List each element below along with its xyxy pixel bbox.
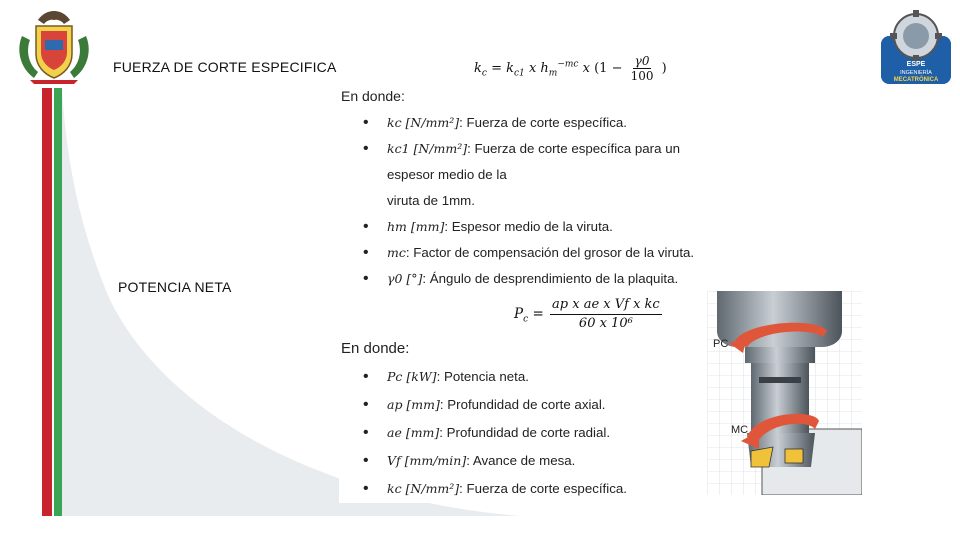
svg-text:INGENIERÍA: INGENIERÍA [900, 70, 932, 76]
pc-label: PC [713, 338, 729, 350]
pc-definitions-list [339, 363, 701, 503]
mc-label: MC [731, 424, 749, 436]
kc-formula: $k_c = k_{c1}$ x $h_m^{-mc}$ x (1 − $\frac{\gamma 0}{100}$ ) [474, 54, 667, 83]
list-item: • Pc [kW]: Potencia neta. [339, 363, 701, 391]
list-item: • kc [N/mm²]: Fuerza de corte específica. [339, 110, 711, 136]
kc-definitions [339, 88, 711, 292]
green-stripe [54, 88, 62, 516]
list-item: • mc: Factor de compensación del grosor de la viruta. [339, 240, 711, 266]
white-stripe [52, 88, 54, 516]
pc-definitions-heading: En donde: [341, 340, 410, 357]
red-stripe [42, 88, 52, 516]
list-item: • hm [mm]: Espesor medio de la viruta. [339, 214, 711, 240]
gamma-fraction: $\frac{\gamma 0}{100}$ [630, 54, 654, 83]
list-item: • γ0 [°]: Ángulo de desprendimiento de la plaquita. [339, 266, 711, 292]
kc-definitions-list [339, 110, 711, 292]
coat-of-arms-logo [8, 6, 100, 86]
kc-definitions-heading: En donde: [341, 88, 405, 104]
gear-icon [878, 6, 954, 86]
pc-definitions [339, 340, 701, 503]
list-item: • ae [mm]: Profundidad de corte radial. [339, 419, 701, 447]
milling-cutter-figure [707, 291, 862, 495]
list-item: • kc [N/mm²]: Fuerza de corte específica. [339, 475, 701, 503]
pc-fraction: $\frac{\text{ap x ae x Vf x kc}}{\text{60 x 10⁶}}$ [552, 297, 660, 331]
svg-text:MECATRÓNICA: MECATRÓNICA [893, 77, 939, 83]
pc-formula: $P_c$ = $\frac{\text{ap x ae x Vf x kc}}{\text{60 x 10⁶}}$ [514, 297, 660, 331]
milling-cutter-diagram [707, 291, 862, 495]
list-item: • Vf [mm/min]: Avance de mesa. [339, 447, 701, 475]
list-item: • ap [mm]: Profundidad de corte axial. [339, 391, 701, 419]
fuerza-corte-title: FUERZA DE CORTE ESPECIFICA [113, 59, 337, 75]
svg-text:ESPE: ESPE [906, 61, 926, 68]
list-item: • kc1 [N/mm²]: Fuerza de corte específica para un espesor medio de la viruta de 1mm. [339, 136, 711, 214]
potencia-neta-title: POTENCIA NETA [118, 279, 232, 295]
espe-mecatronica-logo [878, 6, 954, 86]
